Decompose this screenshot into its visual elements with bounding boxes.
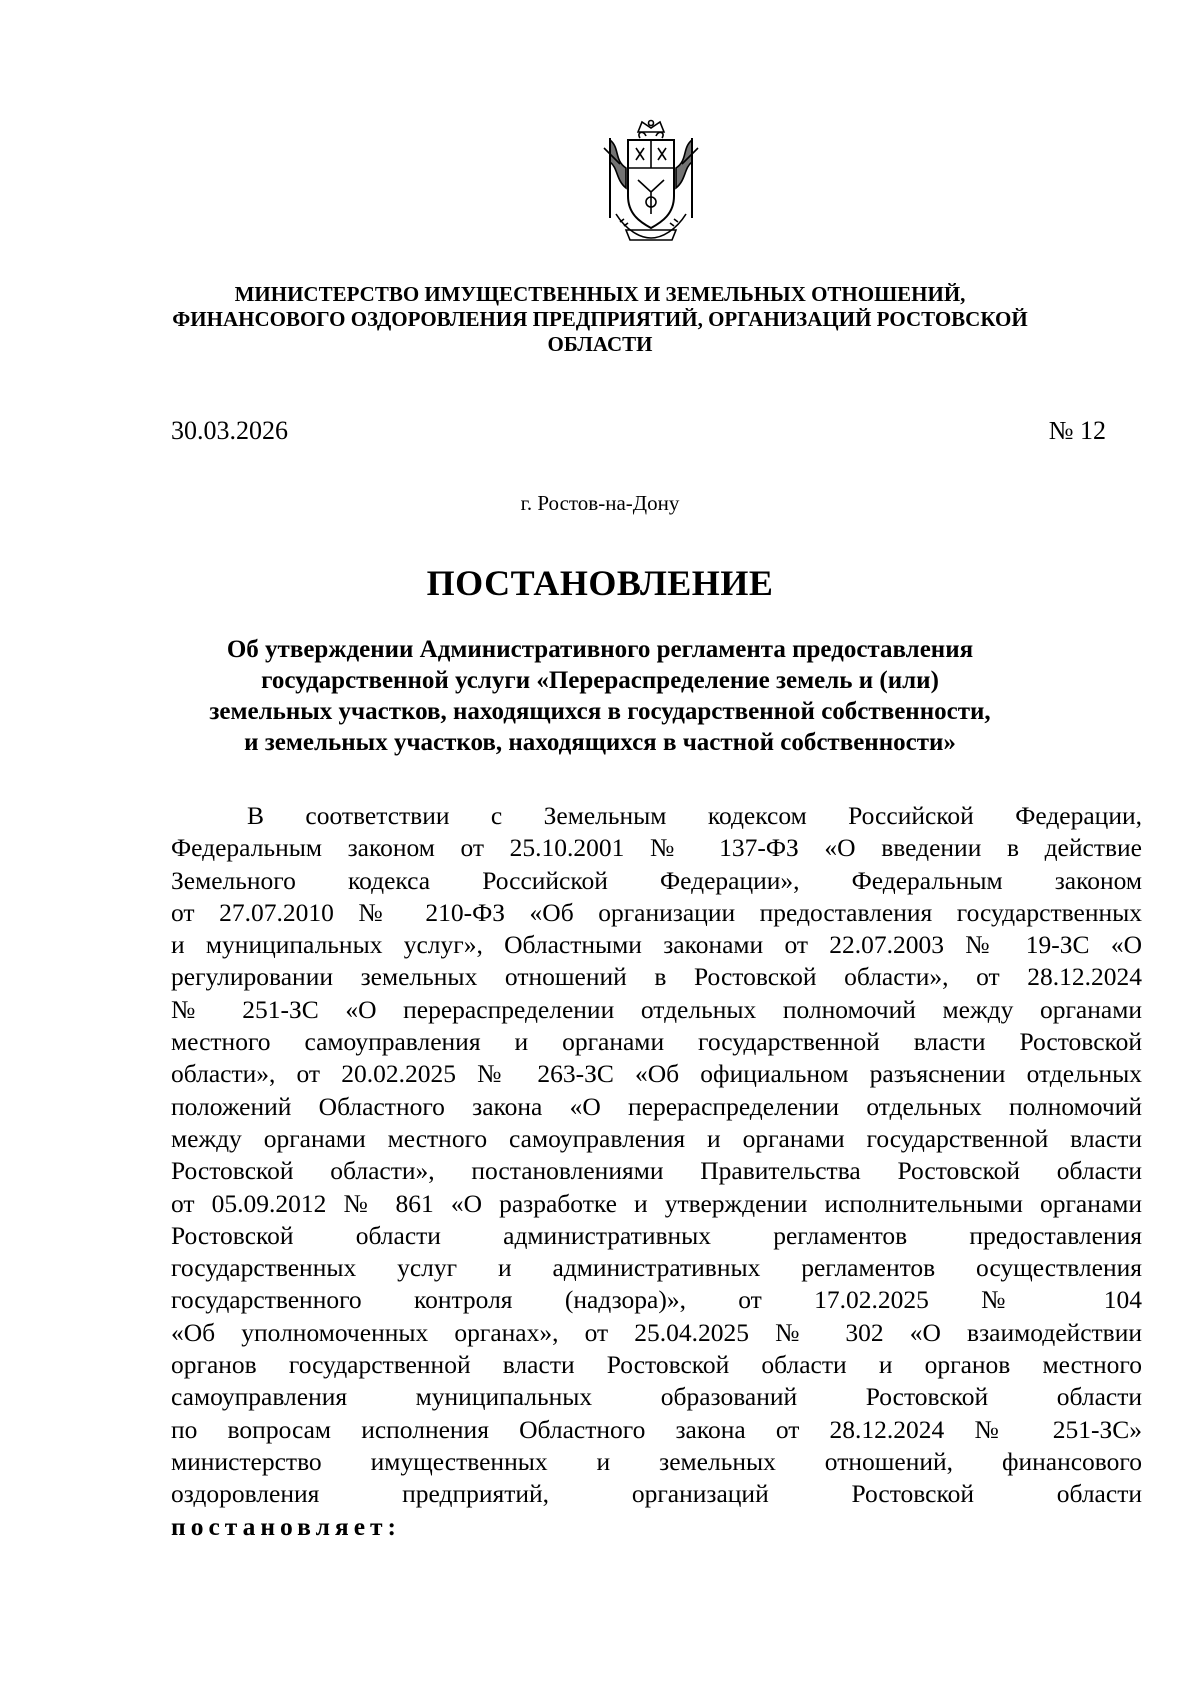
- body-line: области», от 20.02.2025 № 263-ЗС «Об официальном разъяснении отдельных: [171, 1059, 1142, 1089]
- ministry-name: [150, 282, 1050, 357]
- body-line: министерство имущественных и земельных отношений, финансового: [171, 1446, 1142, 1476]
- document-subject: [180, 634, 1020, 758]
- document-number: № 12: [1048, 416, 1106, 445]
- document-body: [171, 800, 1142, 1543]
- body-line: Ростовской области», постановлениями Правительства Ростовской области: [171, 1156, 1142, 1186]
- body-line: Федеральным законом от 25.10.2001 № 137-ФЗ «О введении в действие: [171, 833, 1142, 863]
- document-type-title: ПОСТАНОВЛЕНИЕ: [426, 563, 774, 603]
- body-line: по вопросам исполнения Областного закона от 28.12.2024 № 251-ЗС»: [171, 1414, 1142, 1444]
- subject-line: земельных участков, находящихся в государственной собственности,: [209, 698, 991, 725]
- body-line: регулировании земельных отношений в Ростовской области», от 28.12.2024: [171, 962, 1142, 992]
- body-line: государственного контроля (надзора)», от 17.02.2025 № 104: [171, 1285, 1142, 1315]
- subject-line: государственной услуги «Перераспределение земель и (или): [261, 667, 939, 694]
- body-line: государственных услуг и административных регламентов осуществления: [171, 1253, 1142, 1283]
- ministry-line-3: ОБЛАСТИ: [547, 332, 653, 356]
- coat-of-arms-emblem: [596, 118, 706, 248]
- resolves-word: постановляет:: [171, 1511, 402, 1541]
- body-line: самоуправления муниципальных образований Ростовской области: [171, 1382, 1142, 1412]
- body-line: Ростовской области административных регламентов предоставления: [171, 1220, 1142, 1250]
- body-line: Земельного кодекса Российской Федерации», Федеральным законом: [171, 865, 1142, 895]
- body-line: оздоровления предприятий, организаций Ростовской области: [171, 1479, 1142, 1509]
- document-city: г. Ростов-на-Дону: [520, 491, 680, 515]
- body-line: положений Областного закона «О перераспределении отдельных полномочий: [171, 1091, 1142, 1121]
- body-line: В соответствии с Земельным кодексом Российской Федерации,: [247, 801, 1142, 830]
- body-line: № 251-ЗС «О перераспределении отдельных полномочий между органами: [171, 994, 1142, 1024]
- body-line: «Об уполномоченных органах», от 25.04.2025 № 302 «О взаимодействии: [171, 1317, 1142, 1347]
- document-date: 30.03.2026: [171, 416, 288, 445]
- subject-line: Об утверждении Административного регламента предоставления: [226, 636, 974, 663]
- ministry-line-2: ФИНАНСОВОГО ОЗДОРОВЛЕНИЯ ПРЕДПРИЯТИЙ, ОРГАНИЗАЦИЙ РОСТОВСКОЙ: [172, 307, 1028, 331]
- body-line: органов государственной власти Ростовской области и органов местного: [171, 1350, 1142, 1380]
- body-line: от 05.09.2012 № 861 «О разработке и утверждении исполнительными органами: [171, 1188, 1142, 1218]
- body-line: от 27.07.2010 № 210-ФЗ «Об организации предоставления государственных: [171, 897, 1142, 927]
- body-line: между органами местного самоуправления и органами государственной власти: [171, 1123, 1142, 1153]
- body-line: и муниципальных услуг», Областными законами от 22.07.2003 № 19-ЗС «О: [171, 930, 1142, 960]
- ministry-line-1: МИНИСТЕРСТВО ИМУЩЕСТВЕННЫХ И ЗЕМЕЛЬНЫХ ОТНОШЕНИЙ,: [234, 282, 966, 306]
- body-line: местного самоуправления и органами государственной власти Ростовской: [171, 1027, 1142, 1057]
- subject-line: и земельных участков, находящихся в частной собственности»: [244, 729, 956, 756]
